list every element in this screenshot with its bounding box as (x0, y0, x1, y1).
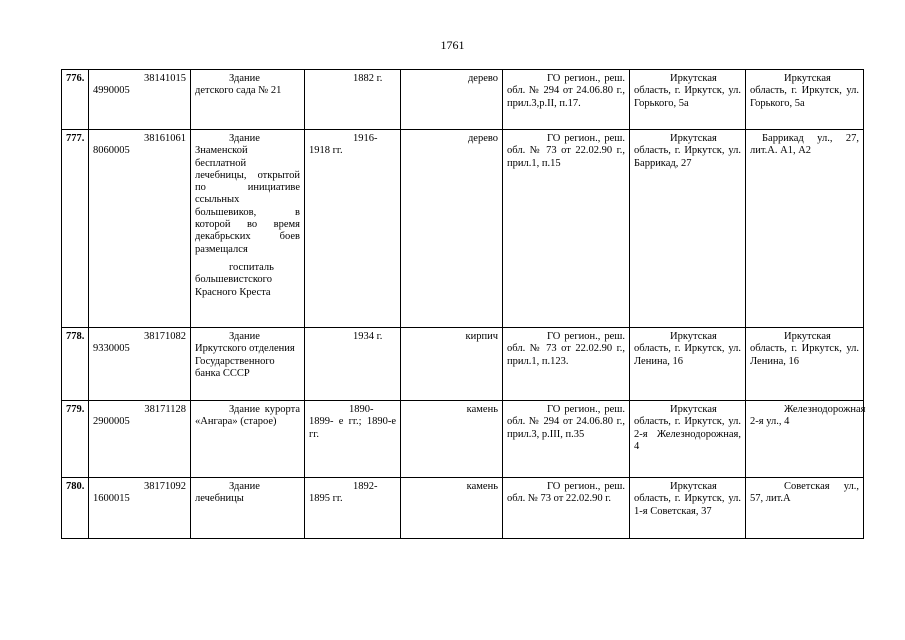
object-name: Здание Иркутского отделения Государственного банка СССР (191, 328, 305, 401)
object-material: камень (401, 401, 503, 478)
object-name: Здание курорта «Ангара» (старое) (191, 401, 305, 478)
protection-document: ГО регион., реш. обл. № 73 от 22.02.90 г. (503, 478, 630, 539)
registry-code-part2: 2900005 (93, 416, 130, 428)
object-date: 1882 г. (305, 70, 401, 130)
table-row (62, 478, 864, 539)
object-date: 1890-1899- е гг.; 1890-е гг. (305, 401, 401, 478)
object-date: 1934 г. (305, 328, 401, 401)
object-address: Иркутская область, г. Иркутск, ул. Ленина, 16 (630, 328, 746, 401)
object-address: Иркутская область, г. Иркутск, ул. 2-я Железнодорожная, 4 (630, 401, 746, 478)
object-address-current: Железнодорожная 2-я ул., 4 (746, 401, 864, 478)
registry-code-part1: 38171092 (144, 481, 186, 492)
object-address-current: Иркутская область, г. Иркутск, ул. Горького, 5а (746, 70, 864, 130)
heritage-registry-table (61, 69, 864, 539)
registry-code-part1: 38161061 (144, 133, 186, 144)
protection-document: ГО регион., реш. обл. № 294 от 24.06.80 г., прил.3,р.II, п.17. (503, 70, 630, 130)
registry-code (89, 70, 191, 130)
object-name (191, 130, 305, 328)
object-address: Иркутская область, г. Иркутск, ул. Горького, 5а (630, 70, 746, 130)
page-number: 1761 (440, 38, 465, 52)
protection-document: ГО регион., реш. обл. № 73 от 22.02.90 г., прил.1, п.15 (503, 130, 630, 328)
object-material: кирпич (401, 328, 503, 401)
table-row (62, 328, 864, 401)
table-row (62, 70, 864, 130)
registry-code-part2: 8060005 (93, 145, 130, 157)
object-material: дерево (401, 130, 503, 328)
object-name: Здание лечебницы (191, 478, 305, 539)
registry-code-part2: 9330005 (93, 343, 130, 355)
row-number: 779. (62, 401, 89, 478)
object-address-current: Советская ул., 57, лит.А (746, 478, 864, 539)
object-address: Иркутская область, г. Иркутск, ул. 1-я Советская, 37 (630, 478, 746, 539)
object-name-main: Здание Знаменской бесплатной лечебницы, открытой по инициативе ссыльных большевиков, в которой во время декабрьских боев размещался (195, 133, 300, 255)
registry-code (89, 401, 191, 478)
registry-code-part2: 1600015 (93, 493, 130, 505)
registry-code (89, 130, 191, 328)
protection-document: ГО регион., реш. обл. № 73 от 22.02.90 г., прил.1, п.123. (503, 328, 630, 401)
object-name: Здание детского сада № 21 (191, 70, 305, 130)
row-number: 778. (62, 328, 89, 401)
object-material: камень (401, 478, 503, 539)
object-date: 1892-1895 гг. (305, 478, 401, 539)
table-row (62, 401, 864, 478)
object-date: 1916-1918 гг. (305, 130, 401, 328)
row-number: 776. (62, 70, 89, 130)
object-address-current: Баррикад ул., 27, лит.А. А1, А2 (746, 130, 864, 328)
protection-document: ГО регион., реш. обл. № 294 от 24.06.80 г., прил.3, р.III, п.35 (503, 401, 630, 478)
object-address: Иркутская область, г. Иркутск, ул. Баррикад, 27 (630, 130, 746, 328)
registry-code (89, 328, 191, 401)
registry-code-part1: 38171082 (144, 331, 186, 342)
table-row (62, 130, 864, 328)
registry-code-part1: 38141015 (144, 73, 186, 84)
object-address-current: Иркутская область, г. Иркутск, ул. Ленина, 16 (746, 328, 864, 401)
registry-code-part2: 4990005 (93, 85, 130, 97)
row-number: 780. (62, 478, 89, 539)
object-name-extra: госпиталь большевистского Красного Креста (195, 261, 274, 298)
registry-code (89, 478, 191, 539)
object-material: дерево (401, 70, 503, 130)
row-number: 777. (62, 130, 89, 328)
registry-code-part1: 38171128 (144, 404, 186, 415)
